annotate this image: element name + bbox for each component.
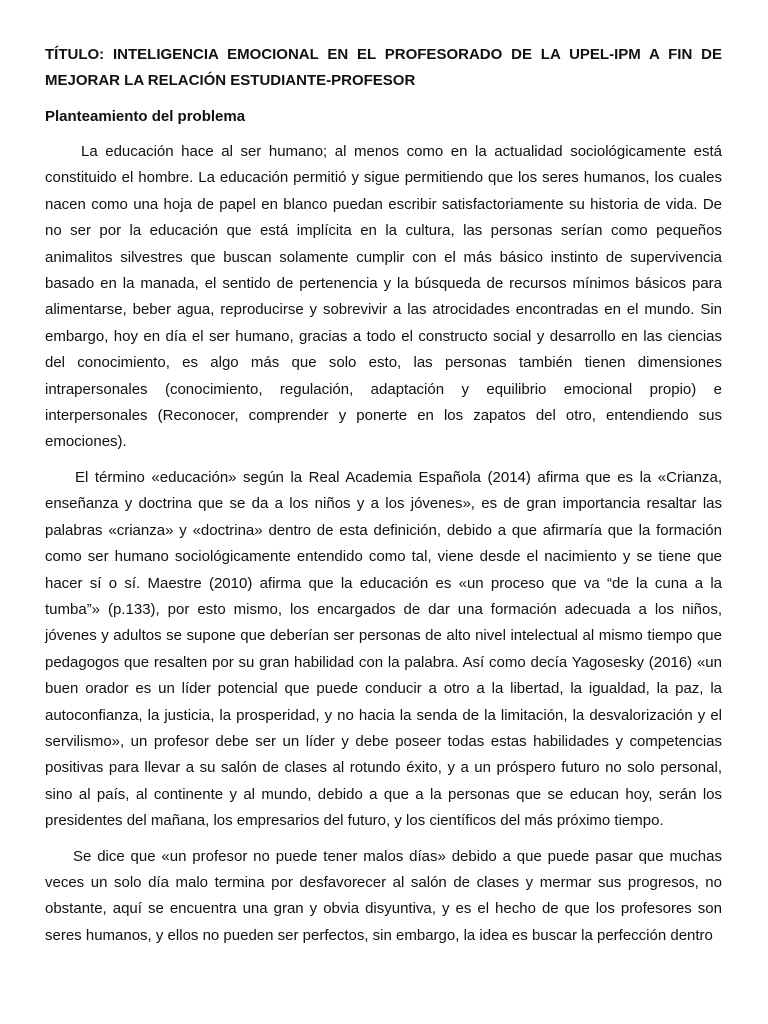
body-paragraph: La educación hace al ser humano; al menos como en la actualidad sociológicamente está constituido el hombre. La educación permitió y sigue permitiendo que los seres humanos, los cuales nacen como una hoja de papel en blanco puedan escribir satisfactoriamente su historia de vida. De no ser por la educación que está implícita en la cultura, las personas serían como pequeños animalitos silvestres que buscan solamente cumplir con el más básico instinto de supervivencia basado en la manada, el sentido de pertenencia y la búsqueda de recursos mínimos básicos para alimentarse, beber agua, reproducirse y sobrevivir a las atrocidades encontradas en el mundo. Sin embargo, hoy en día el ser humano, gracias a todo el constructo social y desarrollo en las ciencias del conocimiento, es algo más que solo esto, las personas también tienen dimensiones intrapersonales (conocimiento, regulación, adaptación y equilibrio emocional propio) e interpersonales (Reconocer, comprender y ponerte en los zapatos del otro, entendiendo sus emociones). (45, 143, 722, 451)
document-title: TÍTULO: INTELIGENCIA EMOCIONAL EN EL PROFESORADO DE LA UPEL-IPM A FIN DE MEJORAR LA RELACIÓN ESTUDIANTE-PROFESOR (45, 46, 722, 89)
section-heading: Planteamiento del problema (45, 108, 246, 125)
body-paragraph: El término «educación» según la Real Academia Española (2014) afirma que es la «Crianza, enseñanza y doctrina que se da a los niños y a los jóvenes», es de gran importancia resaltar las palabras «crianza» y «doctrina» dentro de esta definición, debido a que afirmaría que la formación como ser humano sociológicamente entendido como tal, viene desde el nacimiento y se tiene que hacer sí o sí. Maestre (2010) afirma que la educación es «un proceso que va “de la cuna a la tumba”» (p.133), por esto mismo, los encargados de dar una formación adecuada a los niños, jóvenes y adultos se supone que deberían ser personas de alto nivel intelectual al mismo tiempo que pedagogos que resalten por su gran habilidad con la palabra. Así como decía Yagosesky (2016) «un buen orador es un líder potencial que puede conducir a otro a la libertad, la igualdad, la paz, la autoconfianza, la justicia, la prosperidad, y no hacia la senda de la limitación, la desvalorización y el servilismo», un profesor debe ser un líder y debe poseer todas estas habilidades y competencias positivas para llevar a su salón de clases al rotundo éxito, y a un próspero futuro no solo personal, sino al país, al continente y al mundo, debido a que a la personas que se educan hoy, serán los presidentes del mañana, los empresarios del futuro, y los científicos del más próximo tiempo. (45, 468, 722, 830)
document-page (45, 42, 722, 958)
body-paragraph: Se dice que «un profesor no puede tener malos días» debido a que puede pasar que muchas veces un solo día malo termina por desfavorecer al salón de clases y mermar sus progresos, no obstante, aquí se encuentra una gran y obvia disyuntiva, y es el hecho de que los profesores son seres humanos, y ellos no pueden ser perfectos, sin embargo, la idea es buscar la perfección dentro (45, 847, 722, 944)
